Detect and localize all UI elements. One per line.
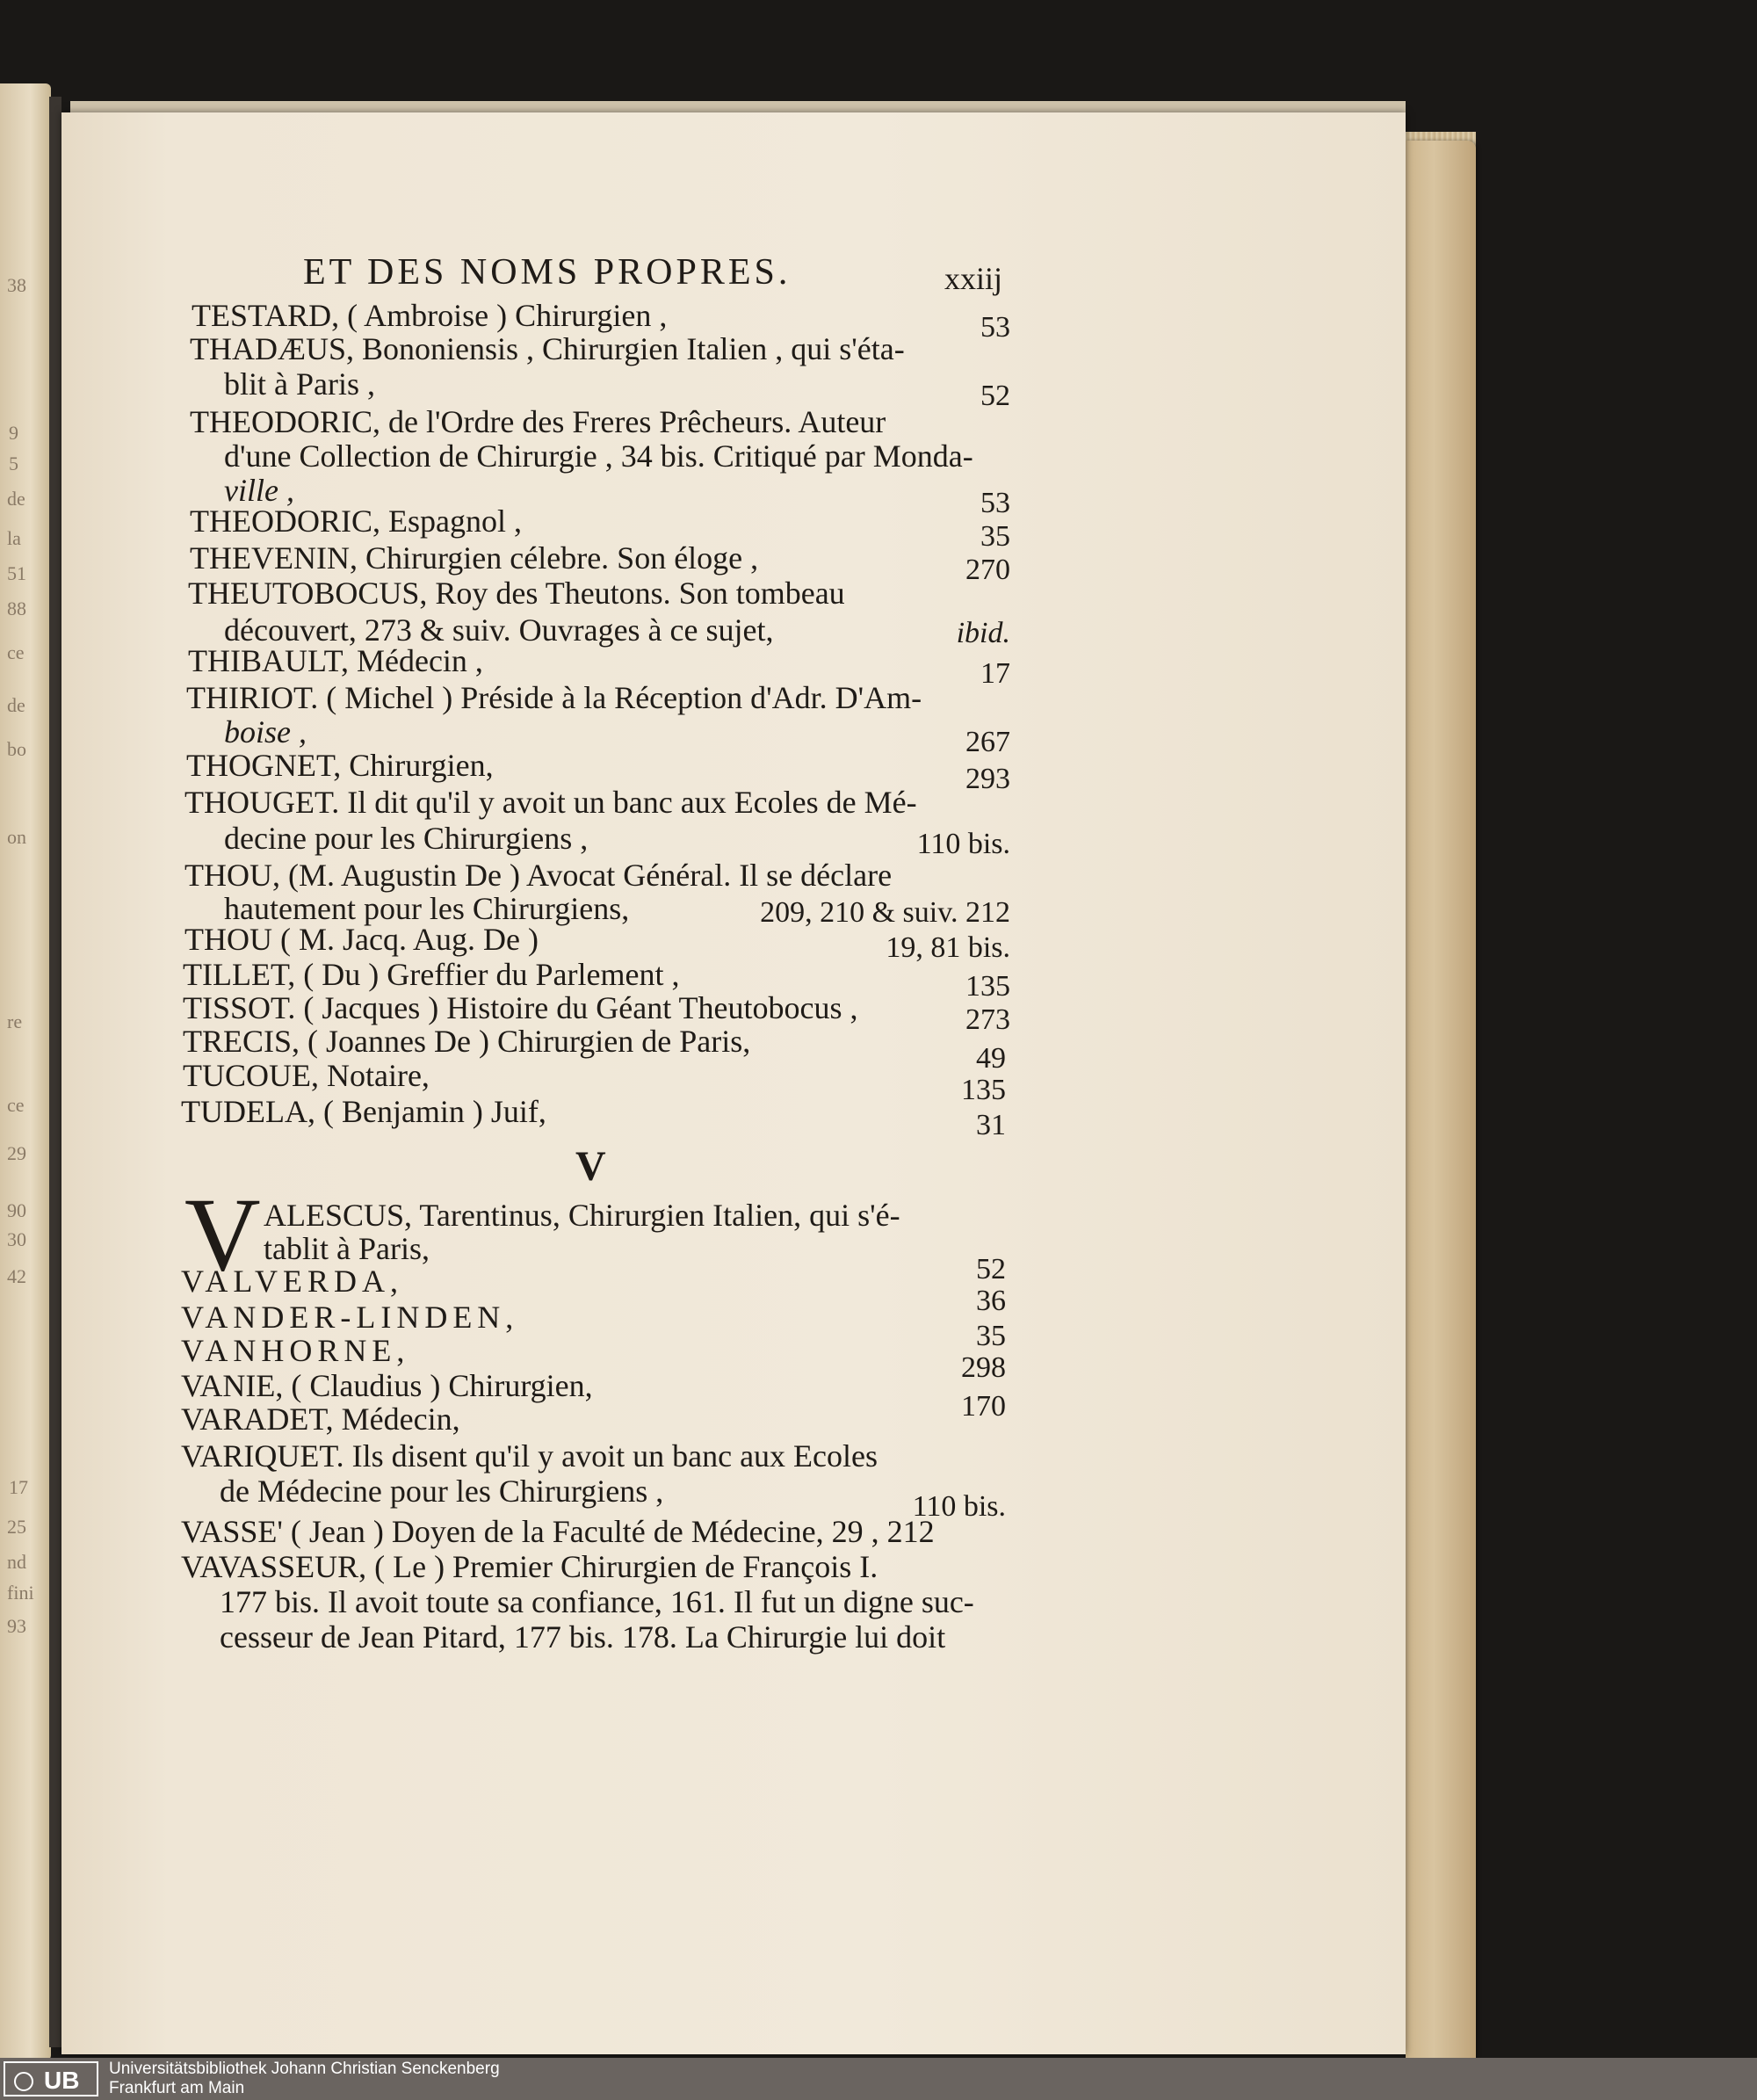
index-entry: VANDER-LINDEN, <box>181 1300 519 1335</box>
page-ref: 293 <box>965 763 1010 795</box>
index-entry: TUDELA, ( Benjamin ) Juif, <box>181 1094 546 1129</box>
index-entry: THADÆUS, Bononiensis , Chirurgien Italien , qui s'éta- <box>190 331 905 366</box>
margin-mark: 29 <box>7 1142 26 1164</box>
page-ref: 267 <box>965 726 1010 758</box>
page-ref: 35 <box>976 1320 1006 1352</box>
index-entry: TILLET, ( Du ) Greffier du Parlement , <box>183 957 680 992</box>
index-entry: THEODORIC, Espagnol , <box>190 503 522 539</box>
page-ref: 35 <box>980 520 1010 553</box>
index-entry: THOU, (M. Augustin De ) Avocat Général. Il se déclare <box>184 858 893 893</box>
margin-mark: nd <box>7 1551 26 1573</box>
index-entry: VARIQUET. Ils disent qu'il y avoit un banc aux Ecoles <box>181 1438 878 1474</box>
index-entry: VAVASSEUR, ( Le ) Premier Chirurgien de François I. <box>181 1549 878 1584</box>
left-page-edge <box>0 83 51 2060</box>
margin-mark: 42 <box>7 1265 26 1287</box>
index-entry: cesseur de Jean Pitard, 177 bis. 178. La Chirurgie lui doit <box>220 1619 946 1655</box>
margin-mark: 90 <box>7 1199 26 1221</box>
margin-mark: de <box>7 694 25 716</box>
section-heading: V <box>575 1143 606 1190</box>
index-entry: decine pour les Chirurgiens , <box>224 821 589 856</box>
margin-mark: on <box>7 826 26 848</box>
page-ref: 52 <box>976 1253 1006 1285</box>
margin-mark: 88 <box>7 597 26 619</box>
margin-mark: 17 <box>9 1476 28 1498</box>
index-entry: VALVERDA, <box>181 1264 404 1299</box>
page-ref: ibid. <box>956 617 1010 649</box>
index-entry: hautement pour les Chirurgiens, <box>224 891 630 926</box>
margin-mark: bo <box>7 738 26 760</box>
page-ref: 170 <box>961 1390 1006 1423</box>
page-ref: 52 <box>980 380 1010 412</box>
margin-mark: de <box>7 488 25 510</box>
margin-mark: 5 <box>9 453 18 474</box>
margin-mark: 38 <box>7 274 26 296</box>
gutter <box>49 97 61 2047</box>
page-ref: 135 <box>961 1074 1006 1106</box>
library-logo <box>4 2061 98 2096</box>
margin-mark: 51 <box>7 562 26 584</box>
page-number: xxiij <box>944 261 1003 296</box>
index-entry: ville , <box>224 473 294 508</box>
index-entry: boise , <box>224 714 307 749</box>
page-ref: 135 <box>965 970 1010 1003</box>
index-entry: THEUTOBOCUS, Roy des Theutons. Son tombeau <box>188 576 845 611</box>
page-ref: 53 <box>980 311 1010 344</box>
index-entry: VARADET, Médecin, <box>181 1401 460 1437</box>
index-entry: THOGNET, Chirurgien, <box>186 748 494 783</box>
index-entry: THOU ( M. Jacq. Aug. De ) <box>184 922 539 957</box>
page-ref: 110 bis. <box>912 1490 1006 1523</box>
page-ref: 110 bis. <box>916 828 1010 860</box>
margin-mark: 93 <box>7 1615 26 1637</box>
running-header: ET DES NOMS PROPRES. <box>303 252 792 293</box>
margin-mark: 30 <box>7 1228 26 1250</box>
logo-emblem-icon <box>14 2072 33 2091</box>
index-entry: VANIE, ( Claudius ) Chirurgien, <box>181 1368 593 1403</box>
page-ref: 273 <box>965 1003 1010 1036</box>
index-entry: TRECIS, ( Joannes De ) Chirurgien de Paris, <box>183 1024 751 1059</box>
index-entry: 177 bis. Il avoit toute sa confiance, 161. Il fut un digne suc- <box>220 1584 974 1619</box>
library-name: Universitätsbibliothek Johann Christian Senckenberg <box>109 2060 500 2078</box>
margin-mark: la <box>7 527 21 549</box>
index-entry: VASSE' ( Jean ) Doyen de la Faculté de Médecine, 29 , 212 <box>181 1514 935 1549</box>
page-ref: 49 <box>976 1042 1006 1075</box>
index-entry: VANHORNE, <box>181 1333 410 1368</box>
page-ref: 17 <box>980 657 1010 690</box>
library-footer <box>0 2058 1757 2100</box>
page-ref: 270 <box>965 554 1010 586</box>
index-entry: THEVENIN, Chirurgien célebre. Son éloge , <box>190 540 759 576</box>
page-top-strip <box>70 101 1406 113</box>
index-entry: ALESCUS, Tarentinus, Chirurgien Italien, qui s'é- <box>264 1198 900 1233</box>
library-location: Frankfurt am Main <box>109 2079 245 2097</box>
index-entry: TISSOT. ( Jacques ) Histoire du Géant Theutobocus , <box>183 990 858 1025</box>
page-ref: 209, 210 & suiv. 212 <box>760 896 1010 929</box>
index-entry: THIBAULT, Médecin , <box>188 643 483 678</box>
page-ref: 298 <box>961 1351 1006 1384</box>
index-entry: d'une Collection de Chirurgie , 34 bis. Critiqué par Monda- <box>224 438 973 474</box>
index-entry: THOUGET. Il dit qu'il y avoit un banc aux Ecoles de Mé- <box>184 785 917 820</box>
page-ref: 53 <box>980 487 1010 519</box>
index-entry: tablit à Paris, <box>264 1231 430 1266</box>
book-cover <box>1406 141 1476 2065</box>
index-entry: blit à Paris , <box>224 366 375 402</box>
logo-text: UB <box>44 2067 80 2094</box>
drop-cap: V <box>184 1176 261 1293</box>
index-entry: découvert, 273 & suiv. Ouvrages à ce sujet, <box>224 612 774 648</box>
margin-mark: re <box>7 1010 23 1032</box>
margin-mark: 25 <box>7 1516 26 1538</box>
index-entry: TUCOUE, Notaire, <box>183 1058 430 1093</box>
index-entry: de Médecine pour les Chirurgiens , <box>220 1474 664 1509</box>
margin-mark: fini <box>7 1582 34 1604</box>
margin-mark: 9 <box>9 422 18 444</box>
margin-mark: ce <box>7 1094 25 1116</box>
index-entry: THIRIOT. ( Michel ) Préside à la Réception d'Adr. D'Am- <box>186 680 922 715</box>
page-ref: 31 <box>976 1109 1006 1141</box>
index-entry: THEODORIC, de l'Ordre des Freres Prêcheurs. Auteur <box>190 404 886 439</box>
margin-mark: ce <box>7 641 25 663</box>
page-ref: 36 <box>976 1285 1006 1317</box>
page-ref: 19, 81 bis. <box>886 931 1010 964</box>
index-entry: TESTARD, ( Ambroise ) Chirurgien , <box>192 298 668 333</box>
